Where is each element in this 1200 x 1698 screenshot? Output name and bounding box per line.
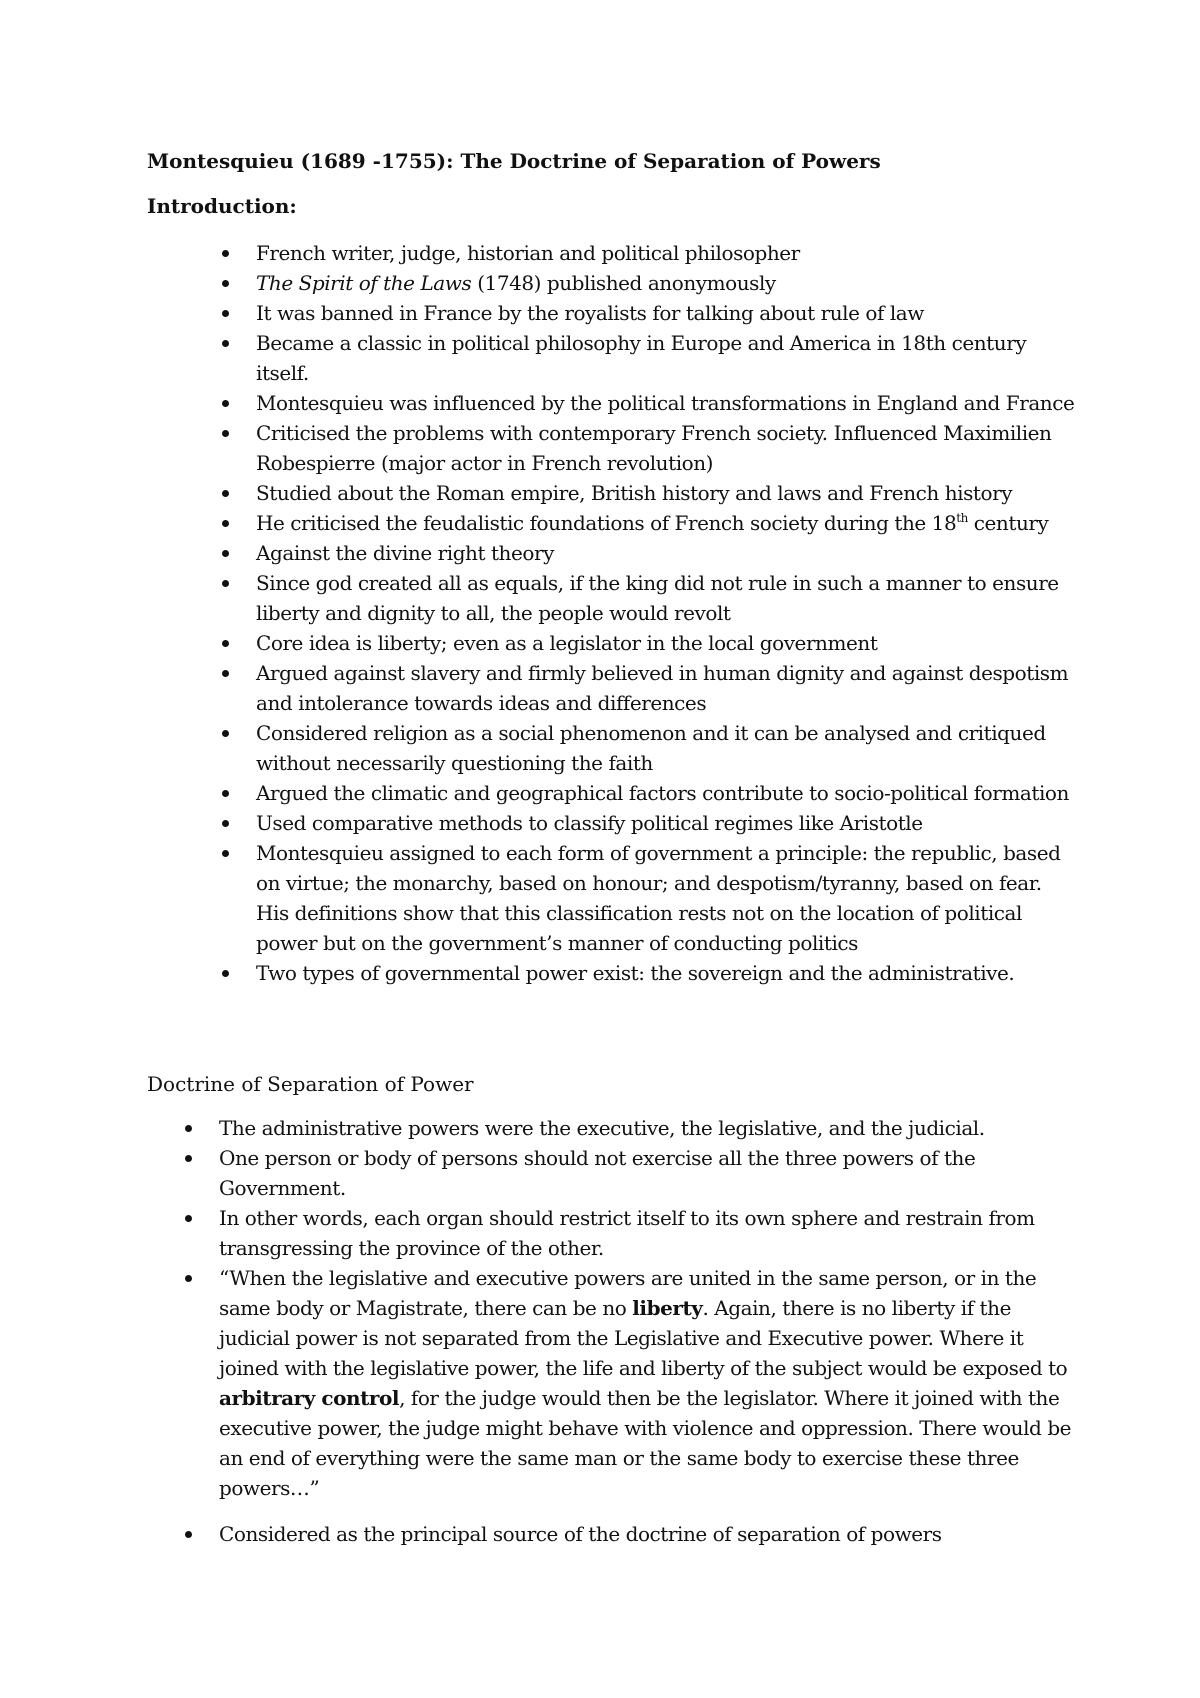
bullet-icon — [222, 670, 229, 677]
bullet-icon — [222, 970, 229, 977]
bullet-icon — [222, 850, 229, 857]
list-item: Montesquieu assigned to each form of government a principle: the republic, based on virtue; the monarchy, based on honour; and despotism/tyranny, based on fear. His definitions show that this classification rests not on the location of political power but on the government’s manner of conducting politics — [256, 838, 1076, 958]
list-item: French writer, judge, historian and political philosopher — [256, 238, 1076, 268]
bullet-icon — [222, 340, 229, 347]
list-item: The Spirit of the Laws (1748) published anonymously — [256, 268, 1076, 298]
bullet-icon — [222, 640, 229, 647]
doctrine-heading: Doctrine of Separation of Power — [147, 1072, 474, 1096]
bullet-icon — [185, 1531, 192, 1538]
quote-item: “When the legislative and executive powers are united in the same person, or in the same body or Magistrate, there can be no liberty. Again, there is no liberty if the judicial power is not separated from the Legislative and Executive power. Where it joined with the legislative power, the life and liberty of the subject would be exposed to arbitrary control, for the judge would then be the legislator. Where it joined with the executive power, the judge might behave with violence and oppression. There would be an end of everything were the same man or the same body to exercise these three powers…” — [219, 1263, 1079, 1503]
document-title: Montesquieu (1689 -1755): The Doctrine of Separation of Powers — [147, 149, 881, 173]
doctrine-list — [219, 1113, 1079, 1549]
list-item: Since god created all as equals, if the king did not rule in such a manner to ensure liberty and dignity to all, the people would revolt — [256, 568, 1076, 628]
list-item: Considered religion as a social phenomenon and it can be analysed and critiqued without necessarily questioning the faith — [256, 718, 1076, 778]
bullet-icon — [222, 550, 229, 557]
list-item: Argued the climatic and geographical factors contribute to socio-political formation — [256, 778, 1076, 808]
list-item: Argued against slavery and firmly believed in human dignity and against despotism and intolerance towards ideas and differences — [256, 658, 1076, 718]
list-item: Used comparative methods to classify political regimes like Aristotle — [256, 808, 1076, 838]
introduction-list — [256, 238, 1076, 988]
bullet-icon — [222, 520, 229, 527]
bullet-icon — [222, 400, 229, 407]
bullet-icon — [222, 820, 229, 827]
list-item: Became a classic in political philosophy in Europe and America in 18th century itself. — [256, 328, 1076, 388]
bullet-icon — [222, 730, 229, 737]
bullet-icon — [185, 1215, 192, 1222]
list-item: Considered as the principal source of the doctrine of separation of powers — [219, 1519, 1079, 1549]
bullet-icon — [185, 1125, 192, 1132]
list-item: Two types of governmental power exist: the sovereign and the administrative. — [256, 958, 1076, 988]
bullet-icon — [222, 430, 229, 437]
list-item: Studied about the Roman empire, British history and laws and French history — [256, 478, 1076, 508]
bullet-icon — [222, 790, 229, 797]
bullet-icon — [222, 280, 229, 287]
list-item: It was banned in France by the royalists for talking about rule of law — [256, 298, 1076, 328]
bullet-icon — [222, 580, 229, 587]
list-item: Criticised the problems with contemporary French society. Influenced Maximilien Robespierre (major actor in French revolution) — [256, 418, 1076, 478]
list-item: Montesquieu was influenced by the political transformations in England and France — [256, 388, 1076, 418]
bullet-icon — [185, 1155, 192, 1162]
introduction-heading: Introduction: — [147, 194, 297, 218]
list-item: One person or body of persons should not exercise all the three powers of the Government. — [219, 1143, 1079, 1203]
list-item: In other words, each organ should restrict itself to its own sphere and restrain from transgressing the province of the other. — [219, 1203, 1079, 1263]
bullet-icon — [222, 250, 229, 257]
list-item: He criticised the feudalistic foundations of French society during the 18th century — [256, 508, 1076, 538]
list-item: Core idea is liberty; even as a legislator in the local government — [256, 628, 1076, 658]
bullet-icon — [185, 1275, 192, 1282]
list-item: Against the divine right theory — [256, 538, 1076, 568]
list-item: The administrative powers were the executive, the legislative, and the judicial. — [219, 1113, 1079, 1143]
bullet-icon — [222, 310, 229, 317]
bullet-icon — [222, 490, 229, 497]
